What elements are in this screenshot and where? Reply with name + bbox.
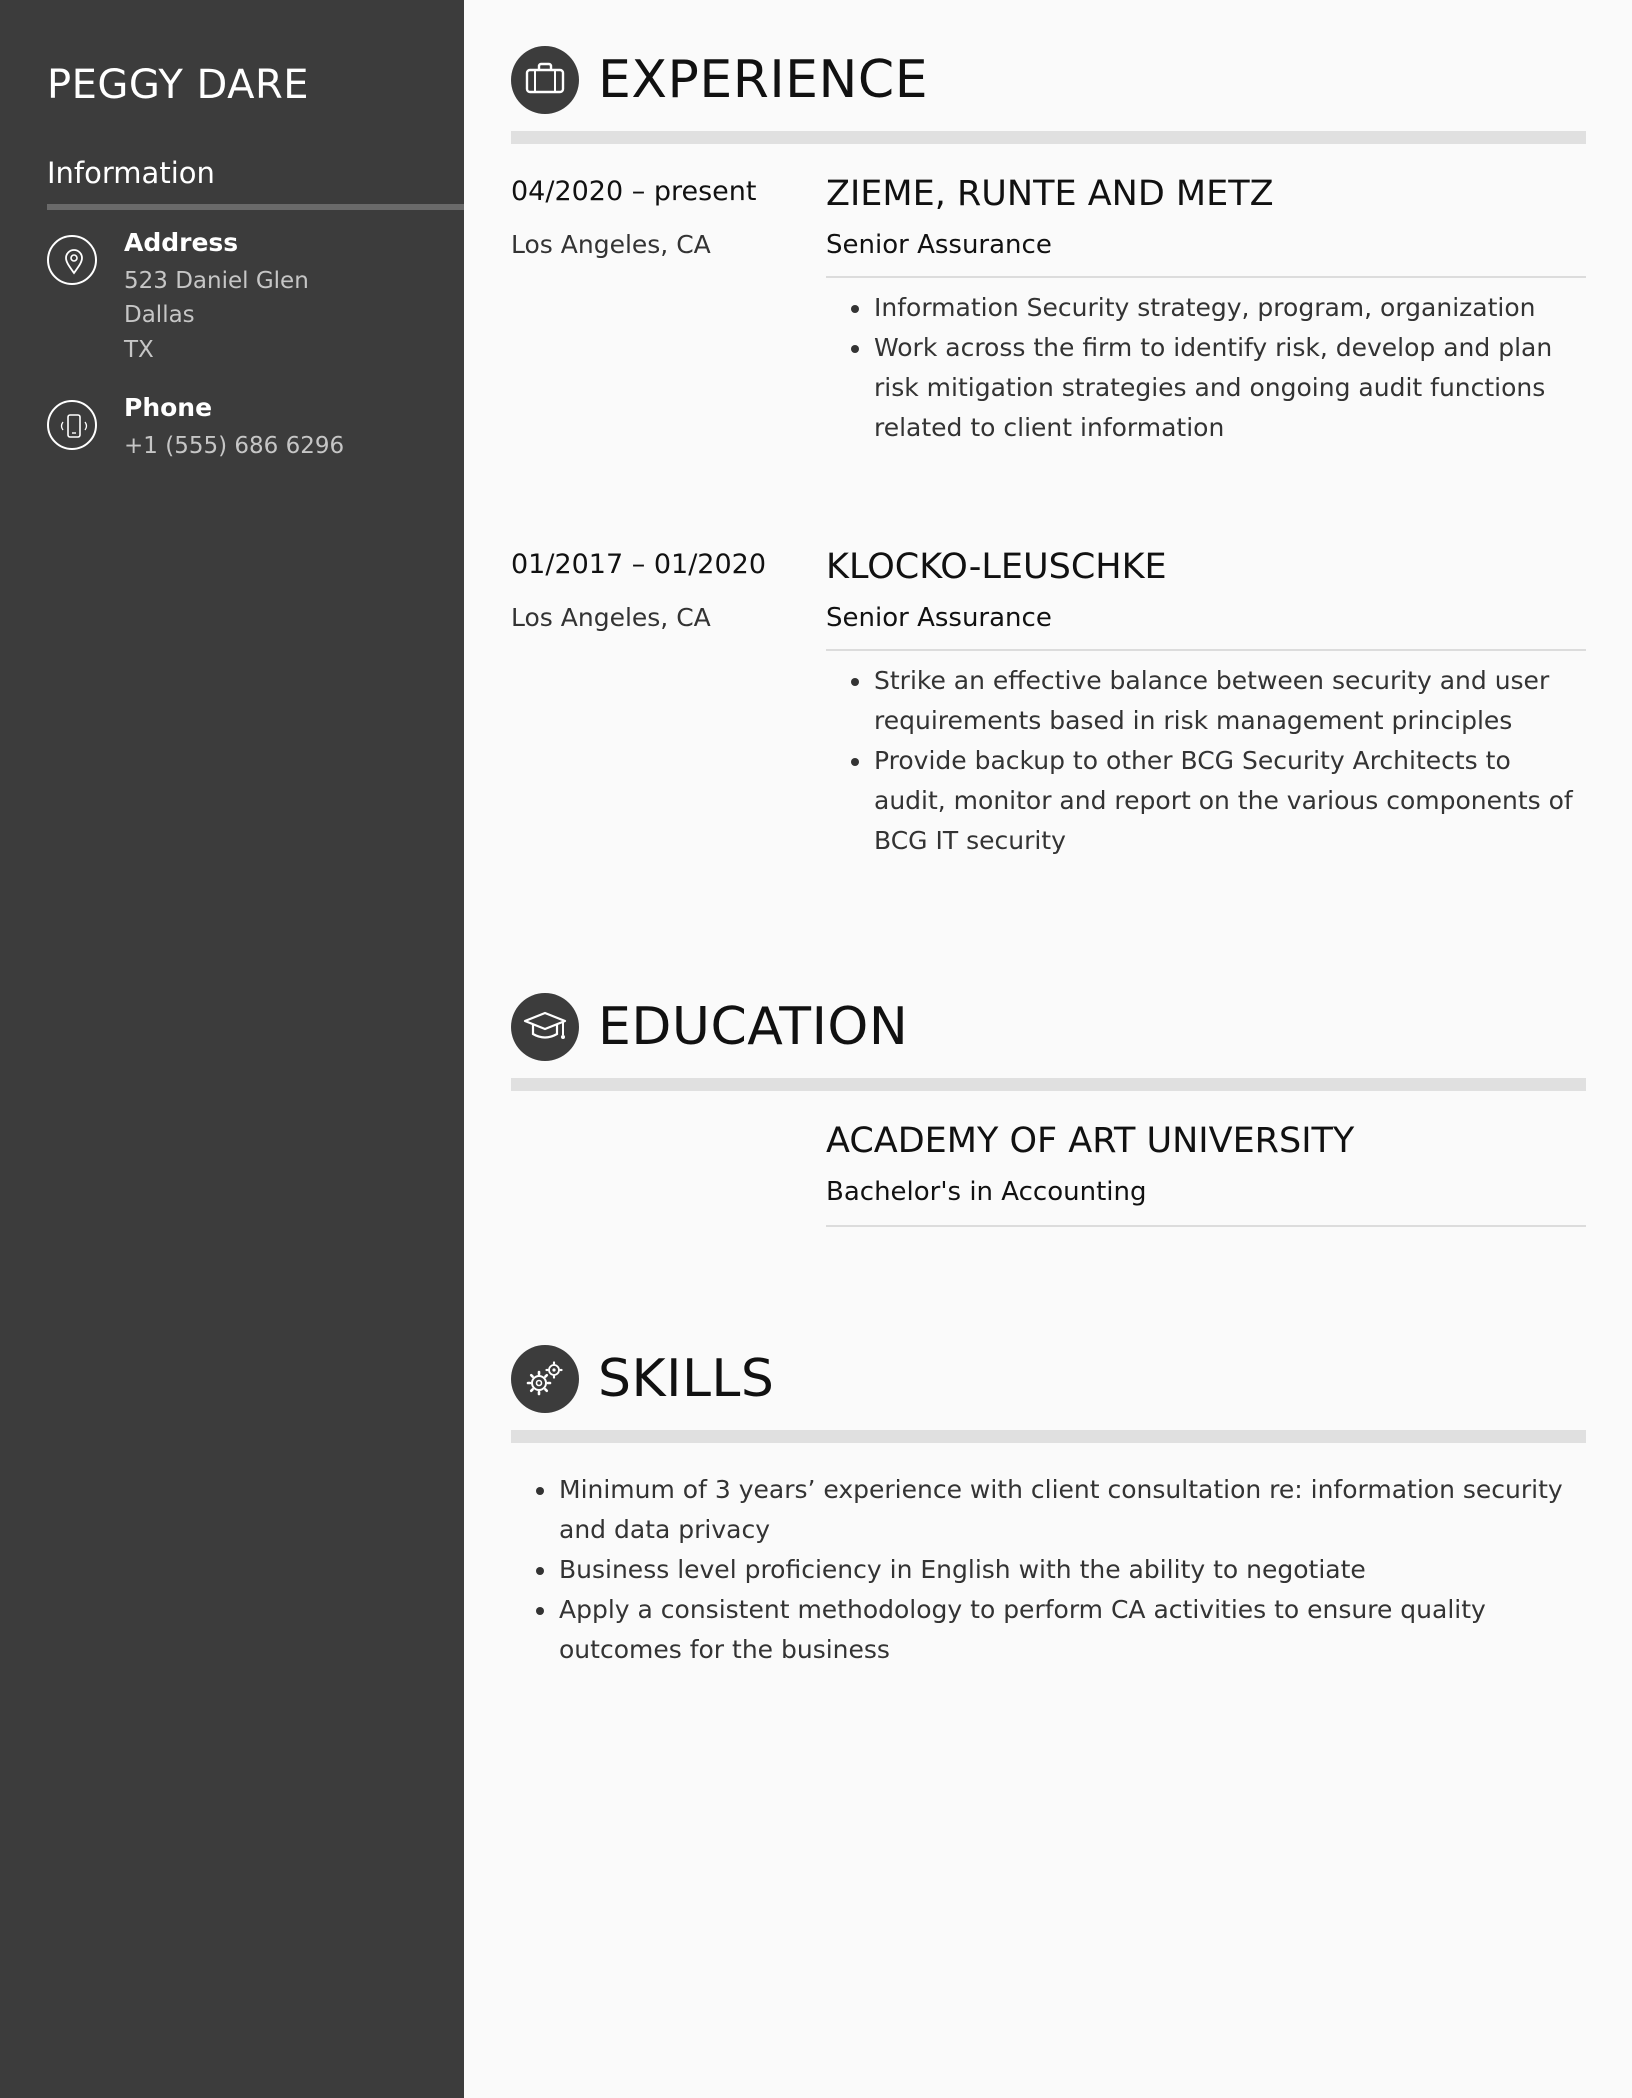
- job-bullets: [874, 661, 1574, 861]
- job-location: Los Angeles, CA: [511, 230, 711, 259]
- list-item: Information Security strategy, program, organization: [874, 288, 1574, 328]
- list-item: Strike an effective balance between security and user requirements based in risk management principles: [874, 661, 1574, 741]
- job-role: Senior Assurance: [826, 603, 1052, 633]
- skills-list: [559, 1470, 1589, 1670]
- list-item: Work across the firm to identify risk, develop and plan risk mitigation strategies and ongoing audit functions related to client information: [874, 328, 1574, 448]
- address-line-state: TX: [124, 337, 154, 363]
- information-heading: Information: [47, 156, 215, 190]
- list-item: Provide backup to other BCG Security Architects to audit, monitor and report on the various components of BCG IT security: [874, 741, 1574, 861]
- sidebar: [0, 0, 464, 2098]
- address-label: Address: [124, 228, 239, 257]
- mobile-phone-icon: [47, 400, 97, 450]
- briefcase-icon: [511, 46, 579, 114]
- address-line-street: 523 Daniel Glen: [124, 268, 309, 294]
- job-dates: 04/2020 – present: [511, 176, 757, 207]
- experience-title: EXPERIENCE: [598, 50, 929, 110]
- job-divider: [826, 276, 1586, 278]
- experience-divider: [511, 131, 1586, 144]
- job-company: KLOCKO-LEUSCHKE: [826, 547, 1167, 587]
- location-pin-icon: [47, 235, 97, 285]
- job-bullets: [874, 288, 1574, 448]
- job-company: ZIEME, RUNTE AND METZ: [826, 174, 1274, 214]
- list-item: Minimum of 3 years’ experience with client consultation re: information security and data privacy: [559, 1470, 1589, 1550]
- skills-title: SKILLS: [598, 1349, 775, 1409]
- graduation-cap-icon: [511, 993, 579, 1061]
- school-name: ACADEMY OF ART UNIVERSITY: [826, 1121, 1355, 1161]
- skills-divider: [511, 1430, 1586, 1443]
- information-divider: [47, 204, 464, 210]
- phone-label: Phone: [124, 393, 213, 422]
- education-divider: [511, 1078, 1586, 1091]
- education-title: EDUCATION: [598, 997, 909, 1057]
- candidate-name: PEGGY DARE: [47, 62, 310, 108]
- list-item: Apply a consistent methodology to perform CA activities to ensure quality outcomes for the business: [559, 1590, 1589, 1670]
- address-line-city: Dallas: [124, 302, 195, 328]
- list-item: Business level proficiency in English with the ability to negotiate: [559, 1550, 1589, 1590]
- degree: Bachelor's in Accounting: [826, 1177, 1147, 1207]
- education-entry-divider: [826, 1225, 1586, 1227]
- job-dates: 01/2017 – 01/2020: [511, 549, 766, 580]
- job-location: Los Angeles, CA: [511, 603, 711, 632]
- job-role: Senior Assurance: [826, 230, 1052, 260]
- phone-number: +1 (555) 686 6296: [124, 433, 345, 459]
- job-divider: [826, 649, 1586, 651]
- gears-icon: [511, 1345, 579, 1413]
